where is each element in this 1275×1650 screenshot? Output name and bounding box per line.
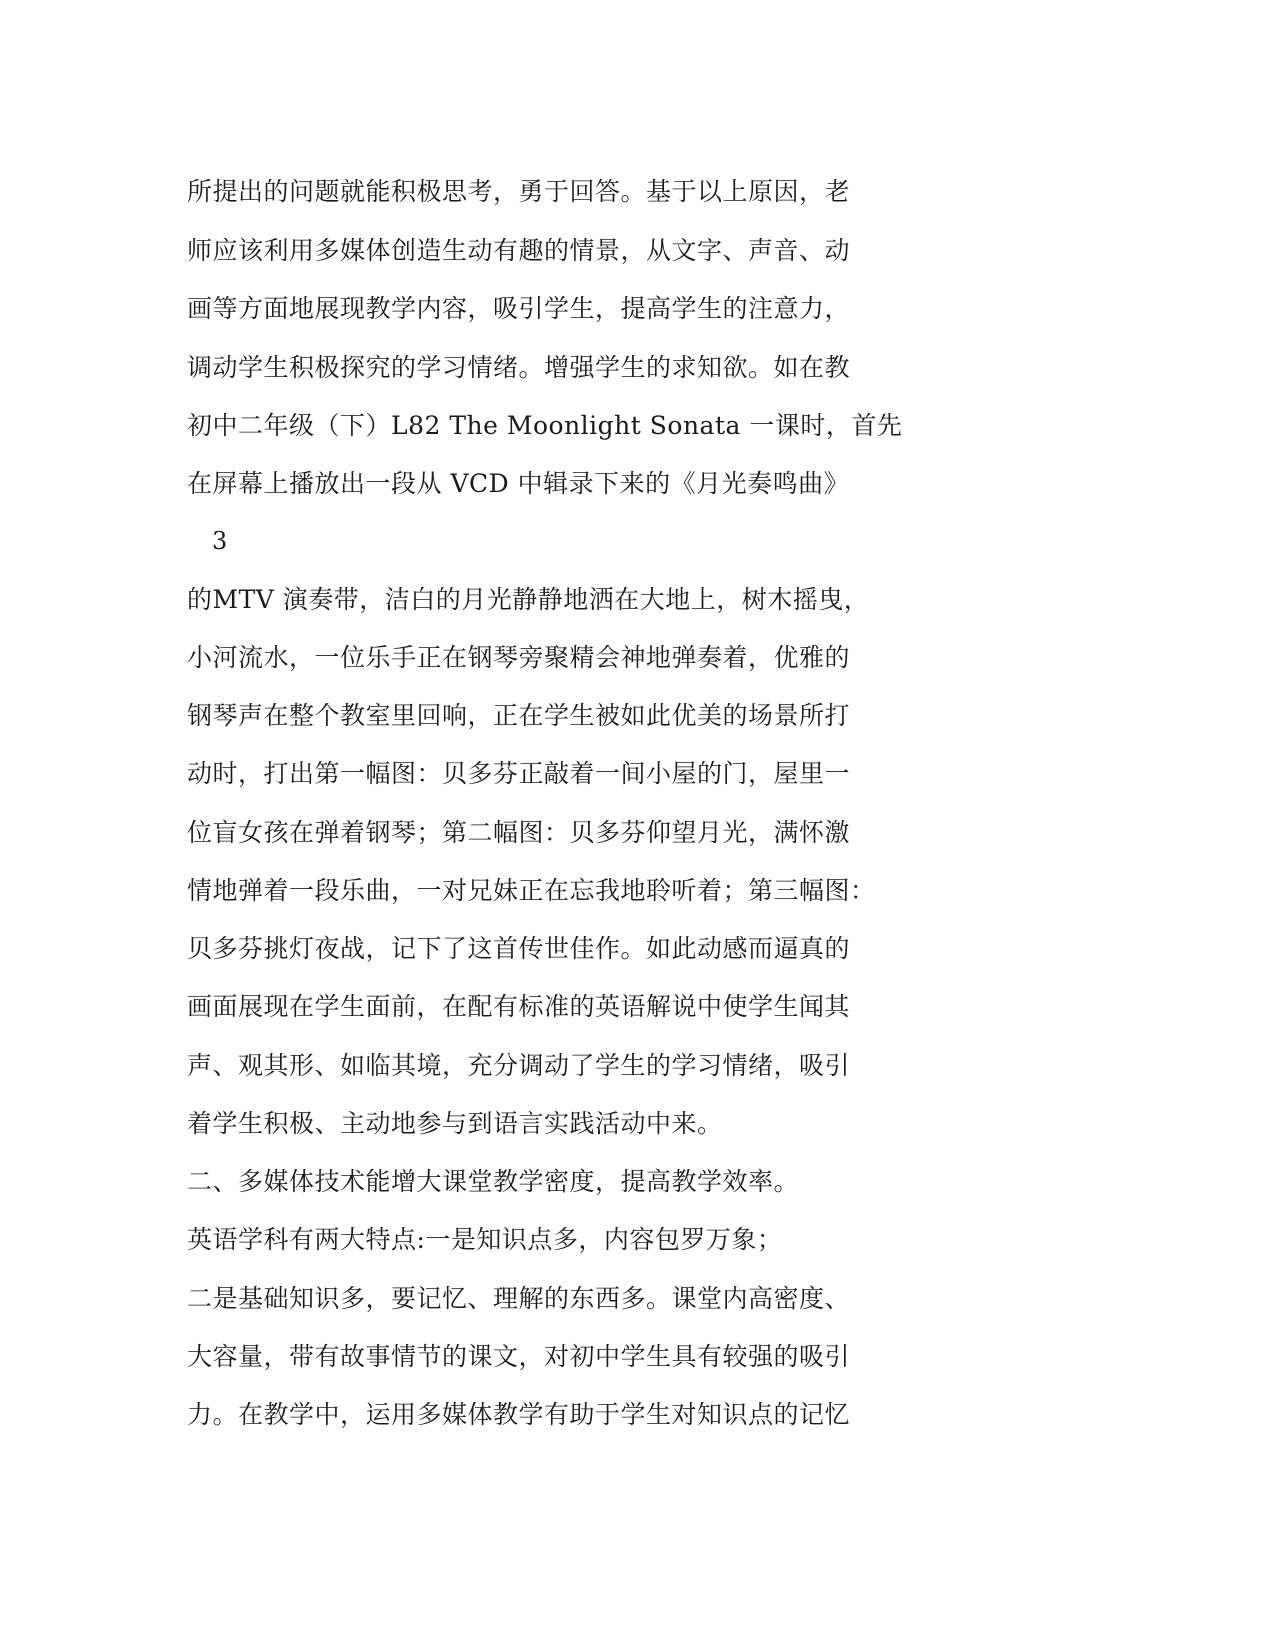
- text-line: 小河流水，一位乐手正在钢琴旁聚精会神地弹奏着，优雅的: [187, 643, 851, 672]
- text-line: 在屏幕上播放出一段从 VCD 中辑录下来的《月光奏鸣曲》: [187, 469, 850, 498]
- text-line: 的MTV 演奏带，洁白的月光静静地洒在大地上，树木摇曳，: [187, 585, 870, 614]
- text-line: 所提出的问题就能积极思考，勇于回答。基于以上原因，老: [187, 177, 851, 206]
- text-line: 力。在教学中，运用多媒体教学有助于学生对知识点的记忆: [187, 1400, 851, 1429]
- text-line: 英语学科有两大特点:一是知识点多，内容包罗万象；: [187, 1225, 783, 1254]
- text-line: 初中二年级（下）L82 The Moonlight Sonata 一课时，首先: [187, 411, 903, 440]
- text-line: 调动学生积极探究的学习情绪。增强学生的求知欲。如在教: [187, 353, 851, 382]
- text-line: 二是基础知识多，要记忆、理解的东西多。课堂内高密度、: [187, 1284, 851, 1313]
- text-line: 画面展现在学生面前，在配有标准的英语解说中使学生闻其: [187, 992, 851, 1021]
- text-line: 贝多芬挑灯夜战，记下了这首传世佳作。如此动感而逼真的: [187, 934, 851, 963]
- text-line: 情地弹着一段乐曲，一对兄妹正在忘我地聆听着；第三幅图：: [187, 876, 876, 905]
- page-number: 3: [212, 527, 228, 555]
- text-line: 动时，打出第一幅图：贝多芬正敲着一间小屋的门，屋里一: [187, 759, 851, 788]
- section-heading: 二、多媒体技术能增大课堂教学密度，提高教学效率。: [187, 1167, 800, 1196]
- text-line: 声、观其形、如临其境，充分调动了学生的学习情绪，吸引: [187, 1051, 851, 1080]
- text-line: 师应该利用多媒体创造生动有趣的情景，从文字、声音、动: [187, 236, 851, 265]
- text-line: 钢琴声在整个教室里回响，正在学生被如此优美的场景所打: [187, 701, 851, 730]
- text-line: 位盲女孩在弹着钢琴；第二幅图：贝多芬仰望月光，满怀激: [187, 818, 851, 847]
- text-line: 着学生积极、主动地参与到语言实践活动中来。: [187, 1109, 723, 1138]
- text-line: 大容量，带有故事情节的课文，对初中学生具有较强的吸引: [187, 1342, 851, 1371]
- text-line: 画等方面地展现教学内容，吸引学生，提高学生的注意力，: [187, 294, 851, 323]
